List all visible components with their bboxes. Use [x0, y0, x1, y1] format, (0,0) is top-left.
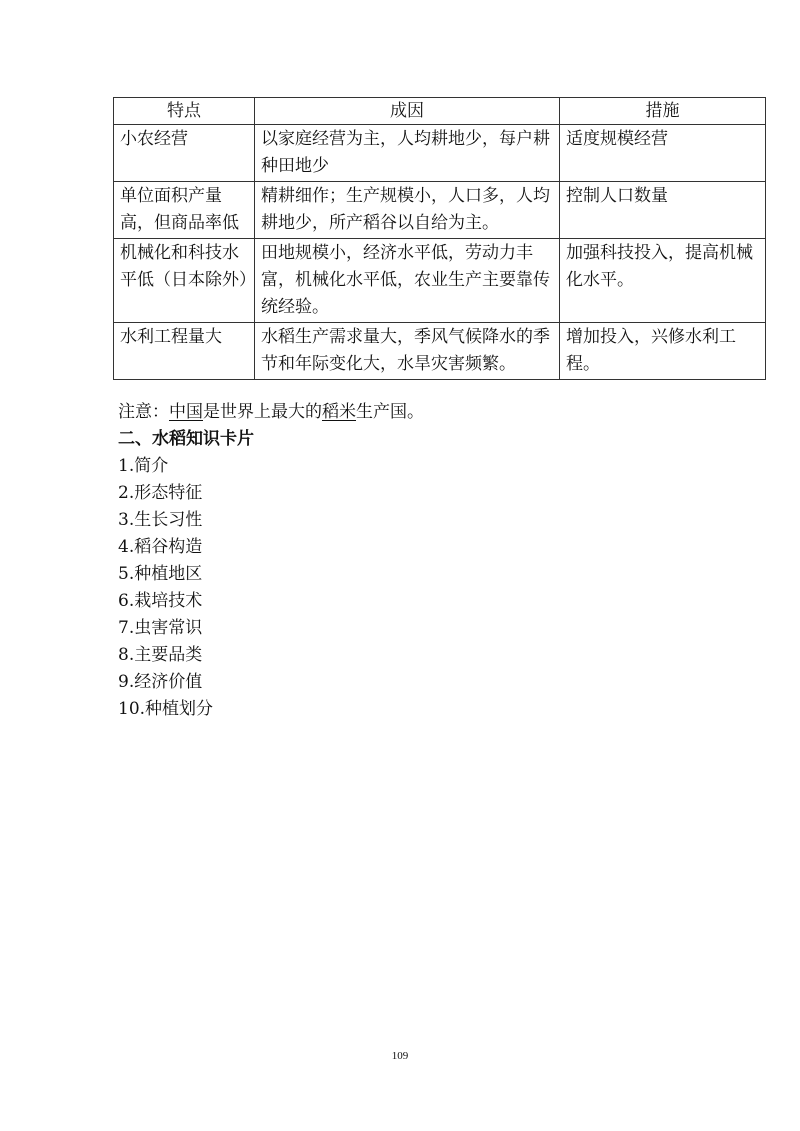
content-below-table [118, 398, 758, 723]
note-line [118, 398, 758, 426]
measure-cell: 控制人口数量 [560, 182, 766, 239]
table-header-row [114, 98, 766, 125]
list-item: 2.形态特征 [118, 483, 203, 503]
cause-cell: 水稻生产需求量大，季风气候降水的季节和年际变化大，水旱灾害频繁。 [255, 323, 560, 380]
note-suffix: 生产国。 [356, 402, 424, 422]
measure-cell: 增加投入，兴修水利工程。 [560, 323, 766, 380]
list-item: 7.虫害常识 [118, 618, 203, 638]
note-underlined-rice: 稻米 [322, 402, 356, 422]
measure-cell: 加强科技投入，提高机械化水平。 [560, 239, 766, 323]
rice-farming-table [113, 97, 766, 380]
note-prefix: 注意： [118, 402, 169, 422]
list-item: 10.种植划分 [118, 699, 214, 719]
header-feature: 特点 [114, 98, 255, 125]
feature-cell: 机械化和科技水平低（日本除外） [114, 239, 255, 323]
table-row [114, 239, 766, 323]
cause-cell: 以家庭经营为主，人均耕地少，每户耕种田地少 [255, 125, 560, 182]
header-cause: 成因 [255, 98, 560, 125]
list-item: 1.简介 [118, 456, 169, 476]
feature-cell: 单位面积产量高，但商品率低 [114, 182, 255, 239]
table-row [114, 125, 766, 182]
list-item: 6.栽培技术 [118, 591, 203, 611]
table-row [114, 182, 766, 239]
feature-cell: 水利工程量大 [114, 323, 255, 380]
measure-cell: 适度规模经营 [560, 125, 766, 182]
header-measure: 措施 [560, 98, 766, 125]
list-item: 8.主要品类 [118, 645, 203, 665]
cause-cell: 田地规模小，经济水平低，劳动力丰富，机械化水平低，农业生产主要靠传统经验。 [255, 239, 560, 323]
feature-cell: 小农经营 [114, 125, 255, 182]
table-row [114, 323, 766, 380]
knowledge-card-list [118, 453, 758, 723]
section-title: 二、水稻知识卡片 [118, 429, 254, 449]
cause-cell: 精耕细作；生产规模小，人口多，人均耕地少，所产稻谷以自给为主。 [255, 182, 560, 239]
page-number: 109 [391, 1050, 409, 1062]
list-item: 5.种植地区 [118, 564, 203, 584]
list-item: 3.生长习性 [118, 510, 203, 530]
list-item: 9.经济价值 [118, 672, 203, 692]
note-underlined-china: 中国 [169, 402, 203, 422]
note-middle: 是世界上最大的 [203, 402, 322, 422]
list-item: 4.稻谷构造 [118, 537, 203, 557]
